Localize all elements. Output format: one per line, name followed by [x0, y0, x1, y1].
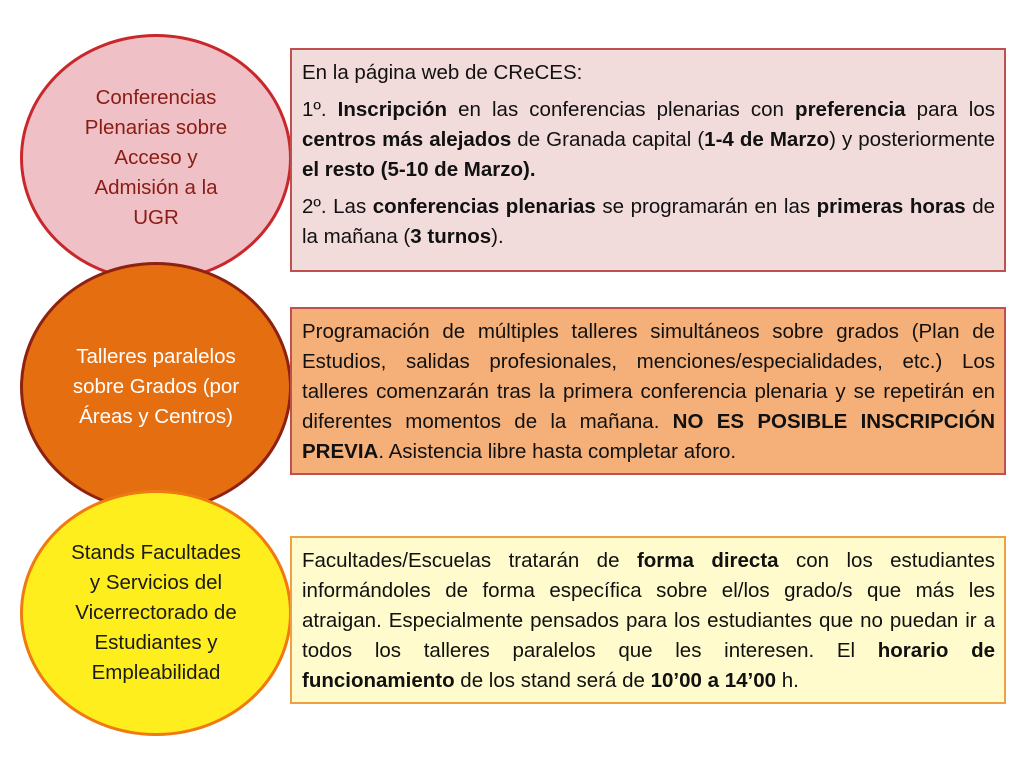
circle-label-stands: Stands Facultades y Servicios del Vicerrectorado de Estudiantes y Empleabilidad — [71, 541, 241, 684]
box-stands-info — [290, 536, 1006, 704]
box-paragraph-talleres — [302, 317, 995, 467]
circle-stands — [20, 490, 292, 736]
text-run: Programación de múltiples talleres simultáneos sobre grados (Plan de Estudios, salidas profesionales, menciones/especialidades, etc.) Los talleres comenzarán tras la primera conferencia plenaria y se repetirán en diferentes momentos de la mañana. — [302, 320, 995, 433]
text-run: 2º. Las — [302, 195, 373, 218]
text-run: ) y posteriormente — [829, 128, 996, 151]
bold-text-run: horario de funcionamiento — [302, 639, 995, 692]
bold-text-run: el resto (5-10 de Marzo). — [302, 158, 536, 181]
bold-text-run: 10’00 a 14’00 — [650, 669, 777, 692]
text-run: 1º. — [302, 98, 338, 121]
text-run: . Asistencia libre hasta completar aforo. — [378, 440, 737, 463]
circle-label-conferencias: Conferencias Plenarias sobre Acceso y Admisión a la UGR — [84, 86, 228, 229]
box-talleres-info — [290, 307, 1006, 475]
bold-text-run: conferencias plenarias — [372, 195, 596, 218]
circle-talleres-paralelos — [20, 262, 292, 512]
bold-text-run: NO ES POSIBLE INSCRIPCIÓN PREVIA — [302, 410, 995, 463]
bold-text-run: primeras horas — [816, 195, 966, 218]
circle-conferencias-plenarias — [20, 34, 292, 282]
bold-text-run: 1-4 de Marzo — [704, 128, 830, 151]
box-paragraph-stands — [302, 546, 995, 696]
text-run: para los — [905, 98, 995, 121]
bold-text-run: centros más alejados — [302, 128, 512, 151]
text-run: ). — [491, 225, 504, 248]
text-run: se programarán en las — [595, 195, 817, 218]
circle-label-talleres: Talleres paralelos sobre Grados (por Áreas y Centros) — [72, 345, 240, 428]
text-run: Facultades/Escuelas tratarán de — [302, 549, 637, 572]
text-run: con los estudiantes informándoles de forma específica sobre el/los grado/s que más les atraigan. Especialmente pensados para los estudiantes que no puedan ir a todos los talleres paralelos que les interesen. El — [302, 549, 995, 662]
bold-text-run: preferencia — [795, 98, 906, 121]
text-run: de Granada capital ( — [511, 128, 705, 151]
box-paragraph-programacion — [302, 192, 995, 252]
bold-text-run: forma directa — [636, 549, 779, 572]
text-run: de la mañana ( — [302, 195, 996, 248]
text-run: de los stand será de — [454, 669, 651, 692]
text-run: h. — [776, 669, 799, 692]
box-paragraph-inscripcion — [302, 95, 995, 185]
box-intro: En la página web de CReCES: — [302, 61, 583, 84]
text-run: en las conferencias plenarias con — [447, 98, 796, 121]
bold-text-run: 3 turnos — [410, 225, 492, 248]
bold-text-run: Inscripción — [337, 98, 448, 121]
box-conferencias-info — [290, 48, 1006, 272]
